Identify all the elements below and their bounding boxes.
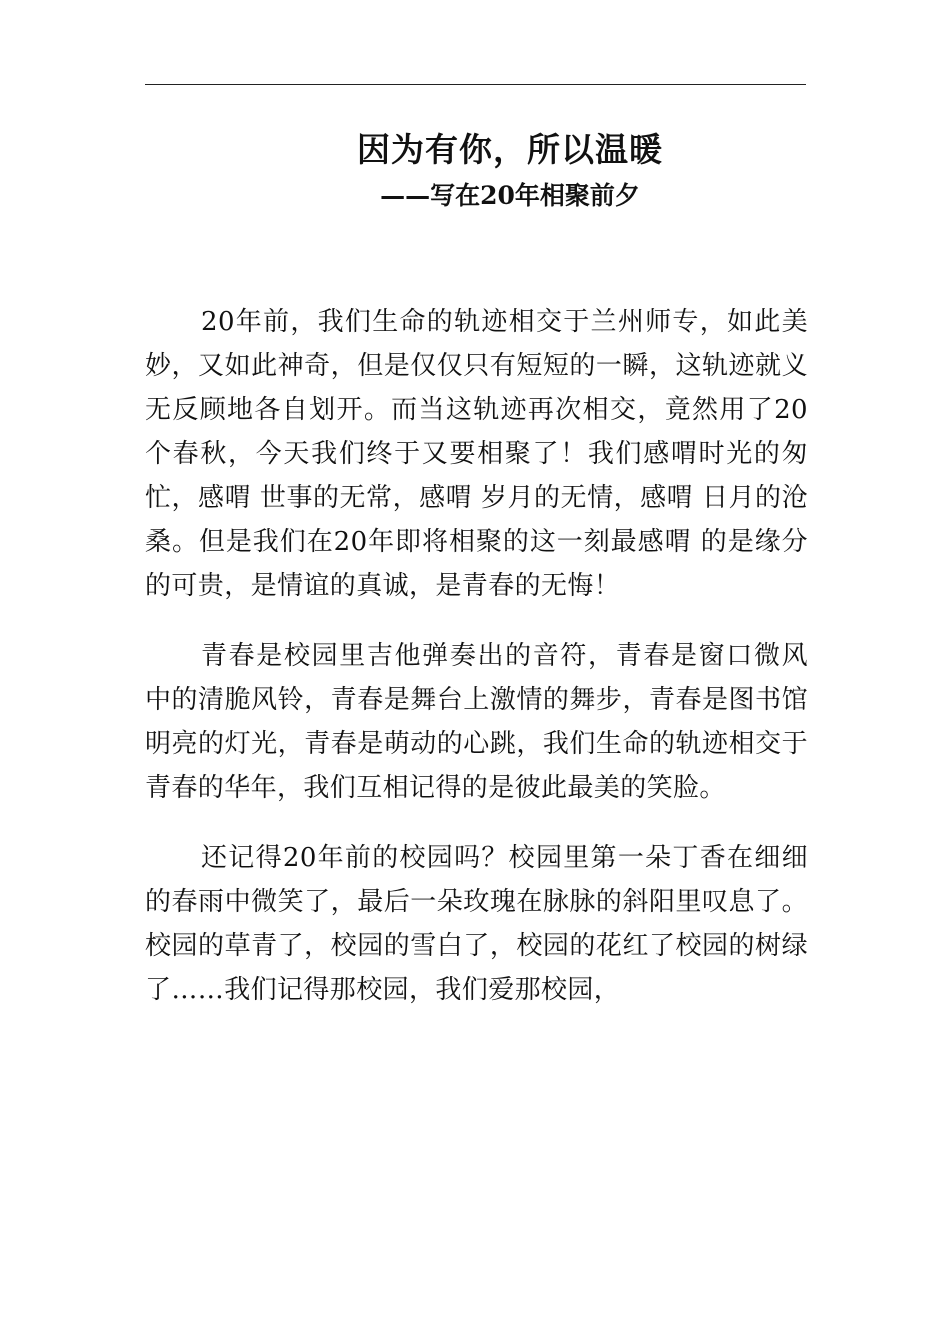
- header-rule: [145, 84, 806, 85]
- document-subtitle: ——写在20年相聚前夕: [380, 181, 640, 210]
- document-body: [145, 300, 808, 1038]
- paragraph: 20年前，我们生命的轨迹相交于兰州师专，如此美妙，又如此神奇，但是仅仅只有短短的一瞬，这轨迹就义无反顾地各自划开。而当这轨迹再次相交，竟然用了20个春秋，今天我们终于又要相聚了！我们感喟时光的匆忙，感喟 世事的无常，感喟 岁月的无情，感喟 日月的沧桑。但是我们在20年即将相聚的这一刻最感喟 的是缘分的可贵，是情谊的真诚，是青春的无悔！: [145, 307, 808, 601]
- document-title: 因为有你，所以温暖: [357, 130, 663, 169]
- paragraph: 青春是校园里吉他弹奏出的音符，青春是窗口微风中的清脆风铃，青春是舞台上激情的舞步，青春是图书馆明亮的灯光，青春是萌动的心跳，我们生命的轨迹相交于青春的华年，我们互相记得的是彼此最美的笑脸。: [145, 641, 808, 803]
- paragraph: 还记得20年前的校园吗？校园里第一朵丁香在细细的春雨中微笑了，最后一朵玫瑰在脉脉的斜阳里叹息了。校园的草青了，校园的雪白了，校园的花红了校园的树绿了……我们记得那校园，我们爱那校园，: [145, 843, 808, 1005]
